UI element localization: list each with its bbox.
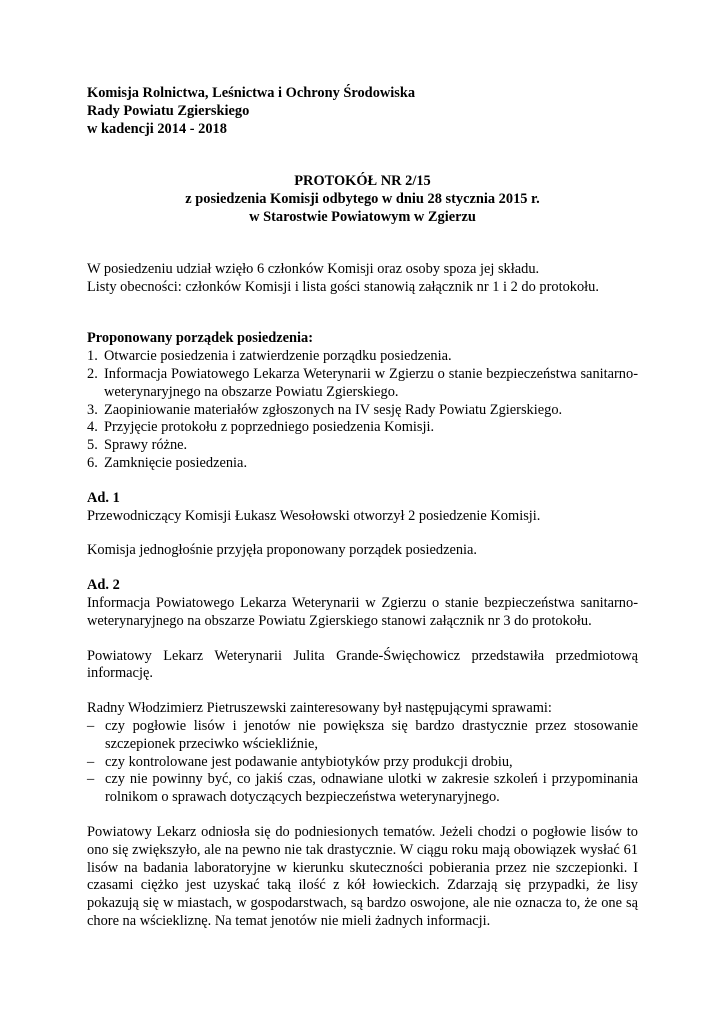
question-item [87,771,638,807]
question-text: czy kontrolowane jest podawanie antybiotyków przy produkcji drobiu, [105,753,513,770]
ad1-opening-paragraph: Przewodniczący Komisji Łukasz Wesołowski otworzył 2 posiedzenie Komisji. [87,507,541,524]
agenda-item [87,402,638,420]
agenda-section [87,330,638,472]
dash-bullet: – [87,771,95,788]
attendance-count: W posiedzeniu udział wzięło 6 członków Komisji oraz osoby spoza jej składu. [87,260,540,277]
protocol-number: PROTOKÓŁ NR 2/15 [294,173,431,190]
dash-bullet: – [87,753,95,770]
ad2-information-paragraph: Informacja Powiatowego Lekarza Weterynarii w Zgierzu o stanie bezpieczeństwa sanitarno-weterynaryjnego na obszarze Powiatu Zgierskiego stanowi załącznik nr 3 do protokołu. [87,594,638,629]
question-text: czy nie powinny być, co jakiś czas, odnawiane ulotki w zakresie szkoleń i przypominania rolnikom o sprawach dotyczących bezpieczeństwa weterynaryjnego. [105,771,638,806]
protocol-meeting-date: z posiedzenia Komisji odbytego w dniu 28 stycznia 2015 r. [185,191,540,208]
agenda-item [87,437,638,455]
agenda-item [87,366,638,402]
agenda-list [87,348,638,473]
agenda-item-text: Otwarcie posiedzenia i zatwierdzenie porządku posiedzenia. [104,348,452,365]
ad2-presentation-paragraph: Powiatowy Lekarz Weterynarii Julita Grande-Święchowicz przedstawiła przedmiotową informację. [87,647,638,682]
agenda-heading: Proponowany porządek posiedzenia: [87,330,314,347]
dash-bullet: – [87,717,95,734]
ad2-section [87,577,638,931]
agenda-item-number: 3. [87,401,98,418]
protocol-title [87,173,638,226]
ad2-questions-intro: Radny Włodzimierz Pietruszewski zainteresowany był następującymi sprawami: [87,700,552,717]
agenda-item-number: 2. [87,365,98,382]
agenda-item-number: 5. [87,437,98,454]
agenda-item-number: 1. [87,348,98,365]
agenda-item-number: 4. [87,419,98,436]
document-header [87,85,638,138]
header-term: w kadencji 2014 - 2018 [87,120,227,137]
header-council-name: Rady Powiatu Zgierskiego [87,102,250,119]
question-item [87,718,638,754]
protocol-location: w Starostwie Powiatowym w Zgierzu [249,208,476,225]
document-page [87,85,638,931]
question-item [87,754,638,772]
attendance-section [87,261,638,297]
agenda-item-text: Zamknięcie posiedzenia. [104,454,248,471]
header-committee-name: Komisja Rolnictwa, Leśnictwa i Ochrony Środowiska [87,85,416,101]
question-text: czy pogłowie lisów i jenotów nie powiększa się bardzo drastycznie przez stosowanie szczepionek przeciwko wściekliźnie, [105,717,638,752]
agenda-item [87,419,638,437]
ad1-agenda-approval-paragraph: Komisja jednogłośnie przyjęła proponowany porządek posiedzenia. [87,542,478,559]
agenda-item-text: Informacja Powiatowego Lekarza Weterynarii w Zgierzu o stanie bezpieczeństwa sanitarno-weterynaryjnego na obszarze Powiatu Zgierskiego. [104,365,638,400]
agenda-item-text: Zaopiniowanie materiałów zgłoszonych na IV sesję Rady Powiatu Zgierskiego. [104,401,563,418]
ad1-heading: Ad. 1 [87,489,120,506]
ad1-section [87,490,638,560]
ad2-response-paragraph: Powiatowy Lekarz odniosła się do podniesionych tematów. Jeżeli chodzi o pogłowie lisów to ono się zwiększyło, ale na pewno nie tak drastycznie. W ciągu roku mają obowiązek wysłać 61 lisów na badania laboratoryjne w kierunku skuteczności pobierania przez nie szczepionki. I czasami ciężko jest uzyskać taką ilość z kół łowieckich. Zdarzają się przypadki, że lisy pokazują się w miastach, w gospodarstwach, są bardzo oswojone, ale nie oznacza to, że one są chore na wściekliznę. Na temat jenotów nie mieli żadnych informacji. [87,823,638,929]
ad2-questions-list [87,718,638,807]
ad2-heading: Ad. 2 [87,577,120,594]
agenda-item-text: Sprawy różne. [104,437,188,454]
agenda-item-number: 6. [87,454,98,471]
agenda-item [87,348,638,366]
agenda-item [87,455,638,473]
attendance-lists: Listy obecności: członków Komisji i lista gości stanowią załącznik nr 1 i 2 do protokołu. [87,278,599,295]
agenda-item-text: Przyjęcie protokołu z poprzedniego posiedzenia Komisji. [104,419,435,436]
